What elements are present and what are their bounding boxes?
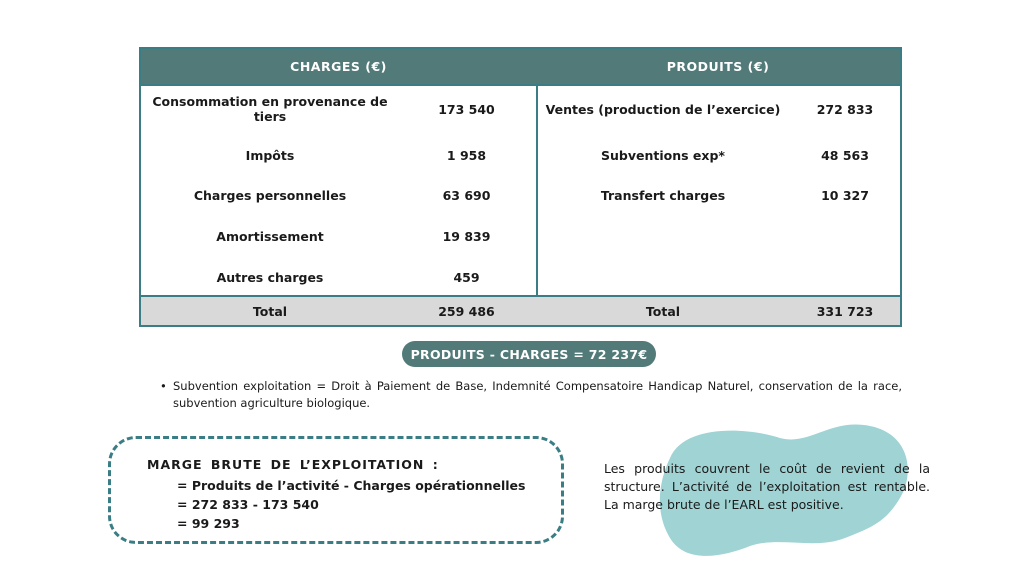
charges-total-value: 259 486 [438, 303, 495, 319]
charges-row [141, 224, 536, 248]
produits-total-row [536, 295, 900, 325]
marge-brute-box [108, 436, 564, 544]
charges-row-value: 1 958 [446, 147, 487, 163]
charges-total-row [141, 295, 536, 325]
produits-row-value: 48 563 [821, 147, 869, 163]
produits-column [536, 49, 900, 325]
result-pill: PRODUITS - CHARGES = 72 237€ [402, 341, 656, 367]
charges-row-label: Charges personnelles [193, 187, 347, 203]
charges-row [141, 265, 536, 289]
charges-row-value: 63 690 [442, 187, 491, 203]
produits-row [536, 183, 900, 207]
charges-header: CHARGES (€) [141, 49, 536, 86]
charges-row-value: 19 839 [442, 228, 491, 244]
footnote-bullet: • [160, 379, 167, 393]
footnote-text: Subvention exploitation = Droit à Paiement de Base, Indemnité Compensatoire Handicap Naturel, conservation de la race, subvention agriculture biologique. [173, 379, 902, 410]
marge-brute-title: MARGE BRUTE DE L’EXPLOITATION : [147, 457, 439, 472]
produits-row-value: 272 833 [816, 101, 874, 117]
produits-row-label: Transfert charges [600, 187, 726, 203]
produits-row-label: Subventions exp* [601, 147, 725, 163]
marge-brute-line: = Produits de l’activité - Charges opérationnelles [177, 478, 526, 493]
charges-row-label: Impôts [245, 147, 295, 163]
produits-row [536, 97, 900, 121]
produits-total-label: Total [645, 303, 681, 319]
marge-brute-line: = 99 293 [177, 516, 240, 531]
charges-total-label: Total [252, 303, 288, 319]
produits-row [536, 143, 900, 167]
produits-row-label: Ventes (production de l’exercice) [545, 101, 781, 117]
charges-row-label: Autres charges [216, 269, 324, 285]
compte-de-resultat-table [139, 47, 902, 327]
charges-row [141, 183, 536, 207]
produits-total-value: 331 723 [816, 303, 874, 319]
charges-column [141, 49, 538, 325]
charges-row-value: 459 [453, 269, 480, 285]
charges-row [141, 89, 536, 129]
charges-row-value: 173 540 [438, 101, 495, 117]
footnote [160, 378, 902, 412]
conclusion-text: Les produits couvrent le coût de revient de la structure. L’activité de l’exploitation est rentable. La marge brute de l’EARL est positive. [604, 461, 930, 512]
marge-brute-line: = 272 833 - 173 540 [177, 497, 319, 512]
produits-row-value: 10 327 [821, 187, 869, 203]
charges-row-label: Amortissement [216, 228, 324, 244]
charges-row-label: Consommation en provenance de tiers [152, 94, 388, 124]
charges-row [141, 143, 536, 167]
produits-header: PRODUITS (€) [536, 49, 900, 86]
